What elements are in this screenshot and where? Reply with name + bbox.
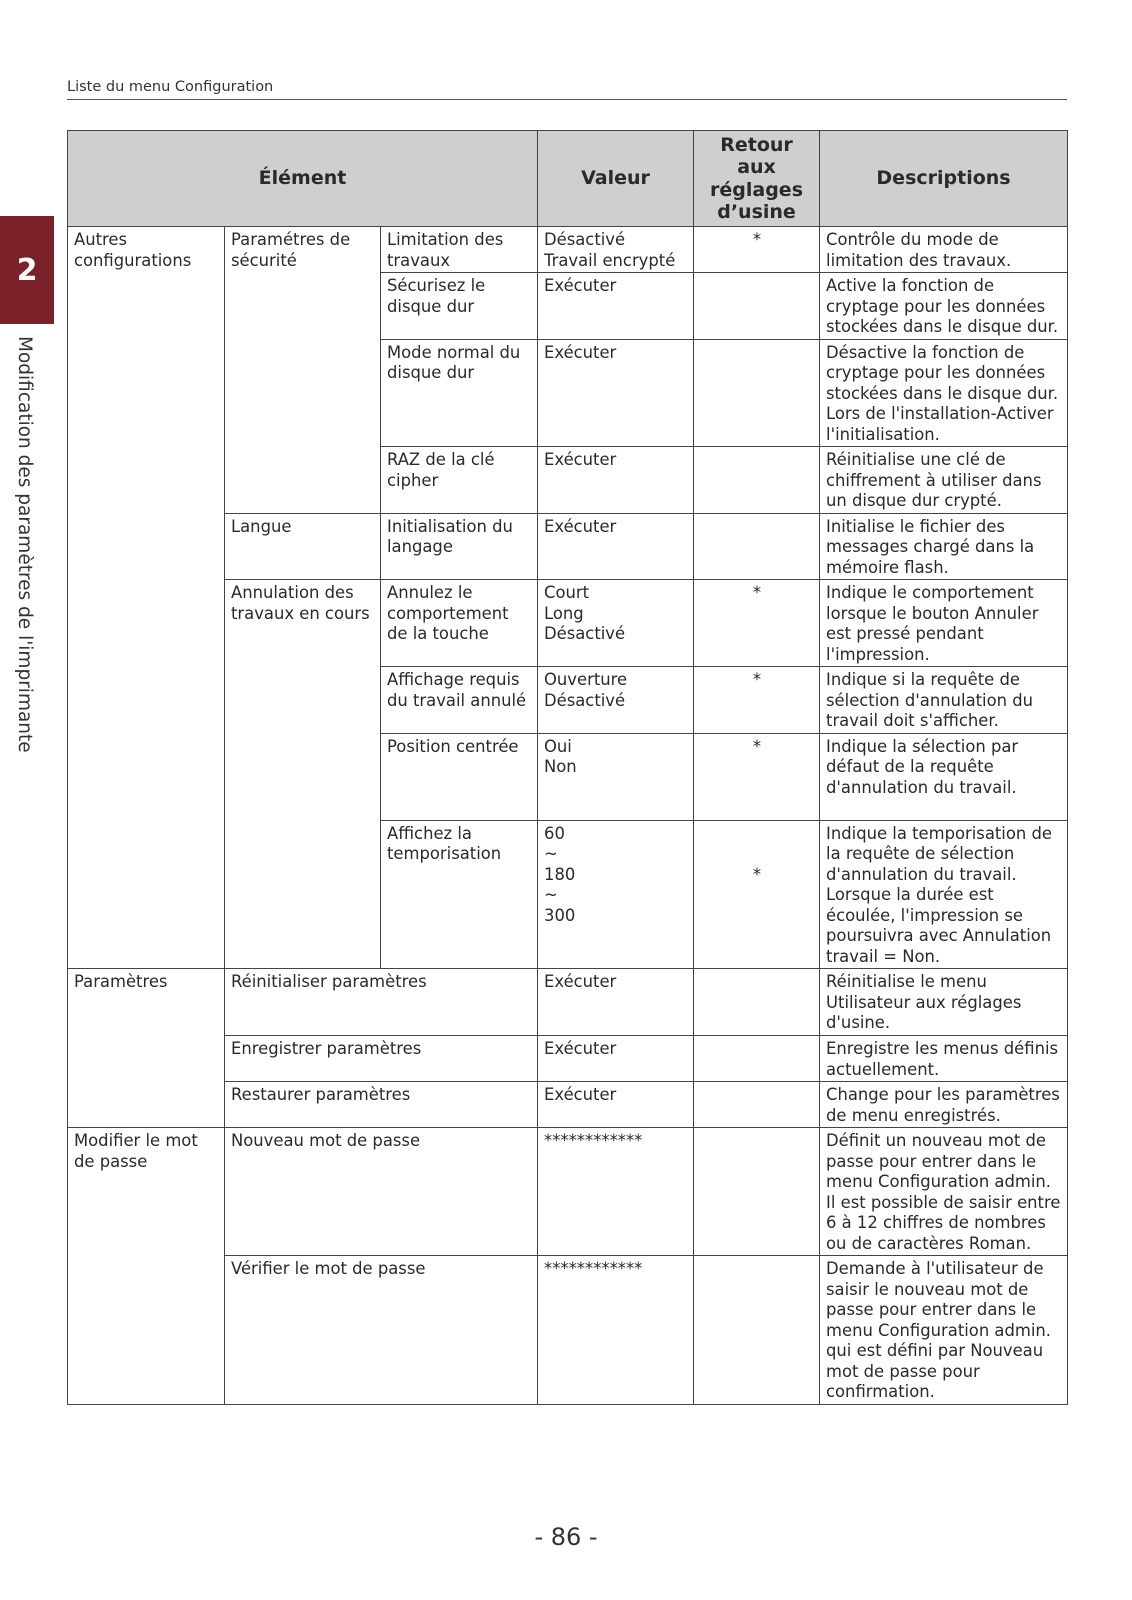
description-cell: Définit un nouveau mot de passe pour entrer dans le menu Configuration admin. Il est possible de saisir entre 6 à 12 chiffres de nombres ou de caractères Roman. <box>820 1128 1068 1256</box>
subgroup-cell-annulation: Annulation des travaux en cours <box>225 580 381 969</box>
description-cell: Change pour les paramètres de menu enregistrés. <box>820 1082 1068 1128</box>
value-cell: ************ <box>538 1128 694 1256</box>
description-cell: Demande à l'utilisateur de saisir le nouveau mot de passe pour entrer dans le menu Configuration admin. qui est défini par Nouveau mot de passe pour confirmation. <box>820 1256 1068 1405</box>
factory-cell <box>694 339 820 447</box>
description-cell: Enregistre les menus définis actuellement. <box>820 1036 1068 1082</box>
group-cell-modifier: Modifier le mot de passe <box>68 1128 225 1405</box>
value-cell: Exécuter <box>538 1082 694 1128</box>
description-cell: Réinitialise une clé de chiffrement à utiliser dans un disque dur crypté. <box>820 447 1068 514</box>
value-cell: ************ <box>538 1256 694 1405</box>
factory-cell <box>694 1036 820 1082</box>
table-header-row <box>68 131 1068 227</box>
item-cell: Enregistrer paramètres <box>225 1036 538 1082</box>
description-cell: Indique la sélection par défaut de la requête d'annulation du travail. <box>820 733 1068 820</box>
subgroup-cell-langue: Langue <box>225 513 381 580</box>
value-cell: Exécuter <box>538 969 694 1036</box>
value-cell: Court Long Désactivé <box>538 580 694 667</box>
group-cell-parametres: Paramètres <box>68 969 225 1128</box>
value-cell: Oui Non <box>538 733 694 820</box>
subgroup-cell-securite: Paramétres de sécurité <box>225 227 381 514</box>
header-factory-reset: Retour aux réglages d’usine <box>694 131 820 227</box>
configuration-menu-table <box>67 130 1068 1405</box>
item-cell: Affichez la temporisation <box>381 820 538 969</box>
value-cell: Désactivé Travail encrypté <box>538 227 694 273</box>
item-cell: Mode normal du disque dur <box>381 339 538 447</box>
factory-cell <box>694 1082 820 1128</box>
item-cell: Position centrée <box>381 733 538 820</box>
item-cell: Vérifier le mot de passe <box>225 1256 538 1405</box>
value-cell: 60 ~ 180 ~ 300 <box>538 820 694 969</box>
header-element: Élément <box>68 131 538 227</box>
chapter-side-title: Modification des paramètres de l'imprimante <box>14 336 35 753</box>
description-cell: Contrôle du mode de limitation des travaux. <box>820 227 1068 273</box>
item-cell: RAZ de la clé cipher <box>381 447 538 514</box>
description-cell: Désactive la fonction de cryptage pour les données stockées dans le disque dur. Lors de l'installation-Activer l'initialisation. <box>820 339 1068 447</box>
item-cell: Initialisation du langage <box>381 513 538 580</box>
chapter-number-tab: 2 <box>0 216 54 324</box>
factory-cell <box>694 1128 820 1256</box>
factory-cell <box>694 447 820 514</box>
page-number: - 86 - <box>534 1523 598 1551</box>
item-cell: Affichage requis du travail annulé <box>381 667 538 734</box>
factory-cell <box>694 513 820 580</box>
description-cell: Réinitialise le menu Utilisateur aux réglages d'usine. <box>820 969 1068 1036</box>
description-cell: Indique le comportement lorsque le bouton Annuler est pressé pendant l'impression. <box>820 580 1068 667</box>
factory-cell <box>694 1256 820 1405</box>
value-cell: Exécuter <box>538 1036 694 1082</box>
item-cell: Limitation des travaux <box>381 227 538 273</box>
description-cell: Indique si la requête de sélection d'annulation du travail doit s'afficher. <box>820 667 1068 734</box>
header-divider <box>67 99 1067 100</box>
table-row <box>68 227 1068 273</box>
factory-cell: * <box>694 667 820 734</box>
item-cell: Sécurisez le disque dur <box>381 273 538 340</box>
header-value: Valeur <box>538 131 694 227</box>
running-header: Liste du menu Configuration <box>67 79 274 95</box>
item-cell: Réinitialiser paramètres <box>225 969 538 1036</box>
factory-cell <box>694 969 820 1036</box>
value-cell: Exécuter <box>538 273 694 340</box>
value-cell: Ouverture Désactivé <box>538 667 694 734</box>
factory-cell: * <box>694 580 820 667</box>
factory-cell: * <box>694 227 820 273</box>
value-cell: Exécuter <box>538 447 694 514</box>
item-cell: Annulez le comportement de la touche <box>381 580 538 667</box>
description-cell: Indique la temporisation de la requête de sélection d'annulation du travail. Lorsque la durée est écoulée, l'impression se poursuivra avec Annulation travail = Non. <box>820 820 1068 969</box>
header-descriptions: Descriptions <box>820 131 1068 227</box>
factory-cell: * <box>694 820 820 969</box>
value-cell: Exécuter <box>538 339 694 447</box>
table-row <box>68 1128 1068 1256</box>
item-cell: Restaurer paramètres <box>225 1082 538 1128</box>
table-row <box>68 969 1068 1036</box>
description-cell: Active la fonction de cryptage pour les données stockées dans le disque dur. <box>820 273 1068 340</box>
value-cell: Exécuter <box>538 513 694 580</box>
factory-cell: * <box>694 733 820 820</box>
group-cell-autres: Autres configurations <box>68 227 225 969</box>
item-cell: Nouveau mot de passe <box>225 1128 538 1256</box>
factory-cell <box>694 273 820 340</box>
description-cell: Initialise le fichier des messages chargé dans la mémoire flash. <box>820 513 1068 580</box>
